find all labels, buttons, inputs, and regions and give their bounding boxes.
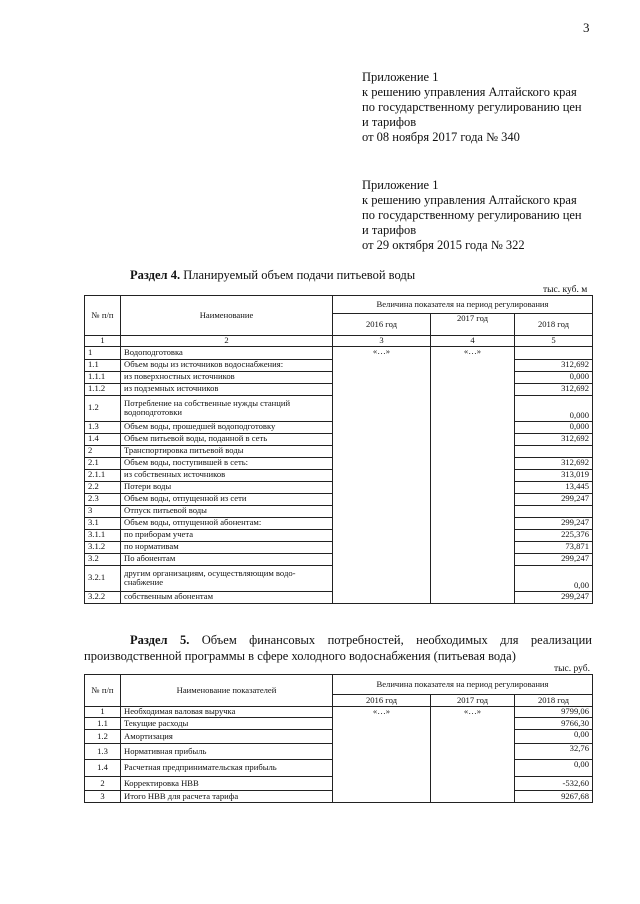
header-2016: 2016 год: [333, 314, 431, 336]
section5-title-text: Объем финансовых потребностей, необходимых для реализации производственной программы в сфере холодного водоснабжения (питьевая вода): [84, 633, 592, 663]
row-name: По абонентам: [121, 553, 333, 565]
header-num: № п/п: [85, 296, 121, 336]
row-value-2018: [515, 346, 593, 359]
row-value-2018: 312,692: [515, 433, 593, 445]
row-value-2018: 299,247: [515, 517, 593, 529]
row-num: 3.1.1: [85, 529, 121, 541]
row-value-2018: 312,692: [515, 359, 593, 371]
appendix-line: к решению управления Алтайского края: [362, 85, 577, 99]
row-value-2018: 73,871: [515, 541, 593, 553]
header-period: Величина показателя на период регулирования: [333, 296, 593, 314]
row-num: 2: [85, 445, 121, 457]
section5-label: Раздел 5.: [130, 633, 190, 647]
row-num: 2.1: [85, 457, 121, 469]
row-value-2018: 299,247: [515, 553, 593, 565]
row-name: Объем воды из источников водоснабжения:: [121, 359, 333, 371]
appendix-line: от 29 октября 2015 года № 322: [362, 238, 525, 252]
section4-table: [84, 295, 593, 604]
row-name: из собственных источников: [121, 469, 333, 481]
row-num: 1: [85, 707, 121, 718]
row-num: 1.4: [85, 433, 121, 445]
row-name: собственным абонентам: [121, 591, 333, 603]
row-name: из подземных источников: [121, 383, 333, 395]
row-name: Потери воды: [121, 481, 333, 493]
row-name: Объем воды, отпущенной абонентам:: [121, 517, 333, 529]
appendix-line: и тарифов: [362, 223, 417, 237]
appendix-line: по государственному регулированию цен: [362, 208, 582, 222]
colnum: 3: [333, 336, 431, 347]
ellipsis-2016: «…»: [372, 706, 391, 716]
appendix-header-new: [362, 70, 582, 145]
row-value-2018: 312,692: [515, 457, 593, 469]
header-2016: 2016 год: [333, 695, 431, 707]
colnum: 1: [85, 336, 121, 347]
header-2017: 2017 год: [431, 695, 515, 707]
appendix-line: от 08 ноября 2017 года № 340: [362, 130, 520, 144]
row-name: Отпуск питьевой воды: [121, 505, 333, 517]
row-num: 1.4: [85, 760, 121, 777]
header-2018: 2018 год: [515, 314, 593, 336]
row-name: Водоподготовка: [121, 346, 333, 359]
row-num: 3.2.2: [85, 591, 121, 603]
row-num: 2.2: [85, 481, 121, 493]
appendix-line: и тарифов: [362, 115, 417, 129]
section4-unit: тыс. куб. м: [543, 285, 588, 295]
ellipsis-2017: «…»: [463, 346, 482, 356]
row-name: Транспортировка питьевой воды: [121, 445, 333, 457]
value-2017-merged: [431, 707, 515, 803]
ellipsis-2016: «…»: [372, 346, 391, 356]
row-num: 3.1: [85, 517, 121, 529]
row-value-2018: -532,60: [515, 777, 593, 791]
row-num: 1.3: [85, 744, 121, 760]
row-name: Нормативная прибыль: [121, 744, 333, 760]
section4-label: Раздел 4.: [130, 268, 181, 282]
row-name: Объем воды, отпущенной из сети: [121, 493, 333, 505]
row-num: 3: [85, 791, 121, 803]
section5-unit: тыс. руб.: [554, 664, 590, 674]
row-num: 2: [85, 777, 121, 791]
colnum: 2: [121, 336, 333, 347]
row-name: Текущие расходы: [121, 718, 333, 730]
row-name: Необходимая валовая выручка: [121, 707, 333, 718]
value-2017-merged: [431, 346, 515, 603]
appendix-header-old: [362, 178, 582, 253]
value-2016-merged: [333, 707, 431, 803]
colnum: 5: [515, 336, 593, 347]
row-num: 1.1: [85, 359, 121, 371]
row-num: 3.1.2: [85, 541, 121, 553]
header-2018: 2018 год: [515, 695, 593, 707]
row-value-2018: 0,00: [515, 730, 593, 744]
row-name: Амортизация: [121, 730, 333, 744]
section5-title: [84, 632, 592, 664]
section5-table: [84, 674, 593, 803]
header-num: № п/п: [85, 675, 121, 707]
row-name: другим организациям, осуществляющим водо-снабжение: [121, 565, 333, 591]
row-value-2018: 9267,68: [515, 791, 593, 803]
row-name: Итого НВВ для расчета тарифа: [121, 791, 333, 803]
appendix-line: Приложение 1: [362, 70, 439, 84]
appendix-line: к решению управления Алтайского края: [362, 193, 577, 207]
appendix-line: Приложение 1: [362, 178, 439, 192]
row-num: 3.2.1: [85, 565, 121, 591]
row-value-2018: [515, 445, 593, 457]
row-value-2018: 0,000: [515, 395, 593, 421]
ellipsis-2017: «…»: [463, 706, 482, 716]
row-num: 1.2: [85, 395, 121, 421]
row-value-2018: 312,692: [515, 383, 593, 395]
row-value-2018: 13,445: [515, 481, 593, 493]
row-value-2018: 0,000: [515, 421, 593, 433]
row-num: 2.3: [85, 493, 121, 505]
row-name: Потребление на собственные нужды станций водоподготовки: [121, 395, 333, 421]
row-value-2018: 225,376: [515, 529, 593, 541]
row-value-2018: 0,00: [515, 760, 593, 777]
row-value-2018: 299,247: [515, 591, 593, 603]
header-name: Наименование: [121, 296, 333, 336]
row-num: 1.1.2: [85, 383, 121, 395]
row-name: Расчетная предпринимательская прибыль: [121, 760, 333, 777]
row-num: 1.2: [85, 730, 121, 744]
row-value-2018: 0,00: [515, 565, 593, 591]
row-value-2018: 9766,30: [515, 718, 593, 730]
row-name: из поверхностных источников: [121, 371, 333, 383]
appendix-line: по государственному регулированию цен: [362, 100, 582, 114]
row-num: 1.1.1: [85, 371, 121, 383]
row-value-2018: 32,76: [515, 744, 593, 760]
row-name: Объем питьевой воды, поданной в сеть: [121, 433, 333, 445]
table-row: [85, 707, 593, 718]
row-num: 1.3: [85, 421, 121, 433]
section4-title: [130, 268, 415, 283]
page-number: 3: [583, 20, 590, 35]
row-num: 3: [85, 505, 121, 517]
section4-title-text: Планируемый объем подачи питьевой воды: [183, 268, 416, 282]
row-name: Корректировка НВВ: [121, 777, 333, 791]
table-row: [85, 346, 593, 359]
value-2016-merged: [333, 346, 431, 603]
row-name: по нормативам: [121, 541, 333, 553]
row-name: по приборам учета: [121, 529, 333, 541]
row-num: 1.1: [85, 718, 121, 730]
row-value-2018: 9799,06: [515, 707, 593, 718]
row-name: Объем воды, прошедшей водоподготовку: [121, 421, 333, 433]
row-name: Объем воды, поступившей в сеть:: [121, 457, 333, 469]
row-value-2018: [515, 505, 593, 517]
row-value-2018: 0,000: [515, 371, 593, 383]
header-2017: 2017 год: [431, 314, 515, 336]
colnum: 4: [431, 336, 515, 347]
row-num: 2.1.1: [85, 469, 121, 481]
row-num: 3.2: [85, 553, 121, 565]
row-num: 1: [85, 346, 121, 359]
header-period: Величина показателя на период регулирования: [333, 675, 593, 695]
row-value-2018: 313,019: [515, 469, 593, 481]
row-value-2018: 299,247: [515, 493, 593, 505]
header-name: Наименование показателей: [121, 675, 333, 707]
